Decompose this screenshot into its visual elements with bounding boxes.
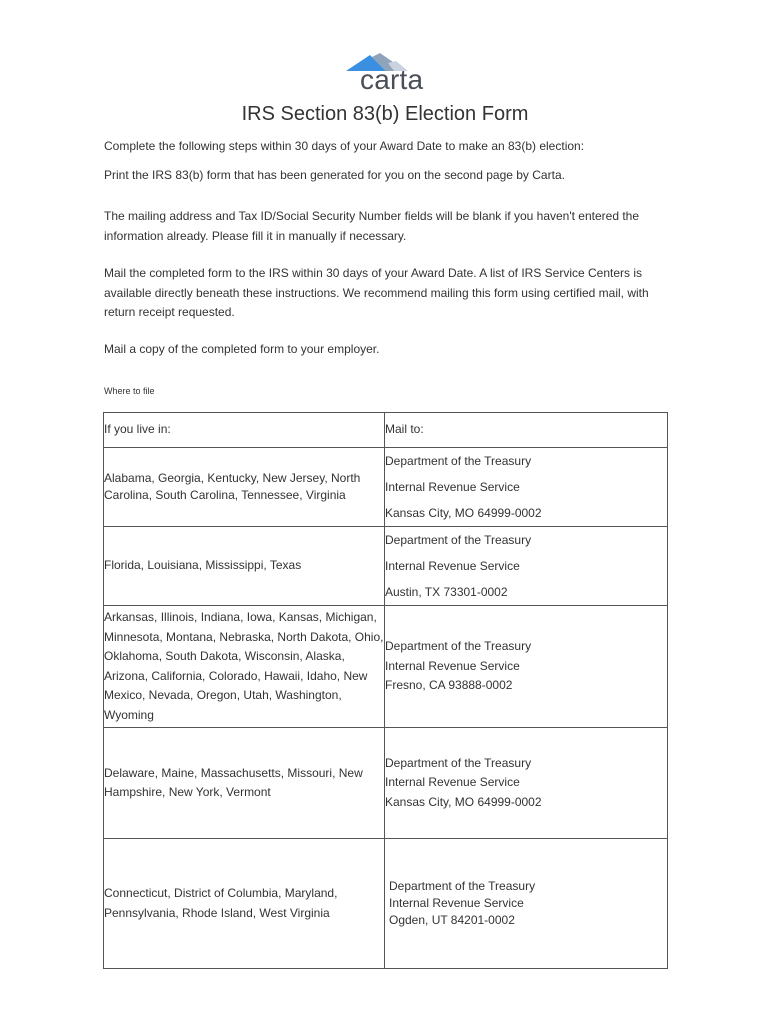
table-row <box>104 527 668 606</box>
table-row <box>104 728 668 839</box>
states-cell: Arkansas, Illinois, Indiana, Iowa, Kansas, Michigan, Minnesota, Montana, Nebraska, North Dakota, Ohio, Oklahoma, South Dakota, Wisconsin, Alaska, Arizona, California, Colorado, Hawaii, Idaho, New Mexico, Nevada, Oregon, Utah, Washington, Wyoming <box>104 606 385 728</box>
page-title: IRS Section 83(b) Election Form <box>241 103 529 125</box>
table-row <box>104 839 668 969</box>
states-cell: Delaware, Maine, Massachusetts, Missouri, New Hampshire, New York, Vermont <box>104 728 385 839</box>
table-header-row <box>104 413 668 448</box>
address-cell: Department of the Treasury Internal Revenue Service Kansas City, MO 64999-0002 <box>385 448 668 527</box>
table-row <box>104 606 668 728</box>
states-cell: Connecticut, District of Columbia, Maryland, Pennsylvania, Rhode Island, West Virginia <box>104 839 385 969</box>
states-cell: Florida, Louisiana, Mississippi, Texas <box>104 527 385 606</box>
service-center-table <box>103 412 668 969</box>
instruction-step-4: Mail a copy of the completed form to your employer. <box>104 342 380 356</box>
states-cell: Alabama, Georgia, Kentucky, New Jersey, North Carolina, South Carolina, Tennessee, Virginia <box>104 448 385 527</box>
instruction-step-2: The mailing address and Tax ID/Social Security Number fields will be blank if you haven't entered the information already. Please fill it in manually if necessary. <box>104 209 640 243</box>
mail-column-header: Mail to: <box>385 413 668 448</box>
where-to-file-label: Where to file <box>104 386 155 396</box>
table-row <box>104 448 668 527</box>
instruction-step-1: Print the IRS 83(b) form that has been generated for you on the second page by Carta. <box>104 168 565 182</box>
brand-wordmark: carta <box>360 64 424 95</box>
state-column-header: If you live in: <box>104 413 385 448</box>
address-cell: Department of the Treasury Internal Revenue Service Kansas City, MO 64999-0002 <box>385 728 668 839</box>
instruction-step-3: Mail the completed form to the IRS within 30 days of your Award Date. A list of IRS Service Centers is available directly beneath these instructions. We recommend mailing this form using certified mail, with return receipt requested. <box>104 266 649 319</box>
instructions-intro: Complete the following steps within 30 days of your Award Date to make an 83(b) election: <box>104 139 585 153</box>
address-cell: Department of the Treasury Internal Revenue Service Austin, TX 73301-0002 <box>385 527 668 606</box>
carta-logo <box>344 51 428 95</box>
address-cell: Department of the Treasury Internal Revenue Service Ogden, UT 84201-0002 <box>385 839 668 969</box>
address-cell: Department of the Treasury Internal Revenue Service Fresno, CA 93888-0002 <box>385 606 668 728</box>
